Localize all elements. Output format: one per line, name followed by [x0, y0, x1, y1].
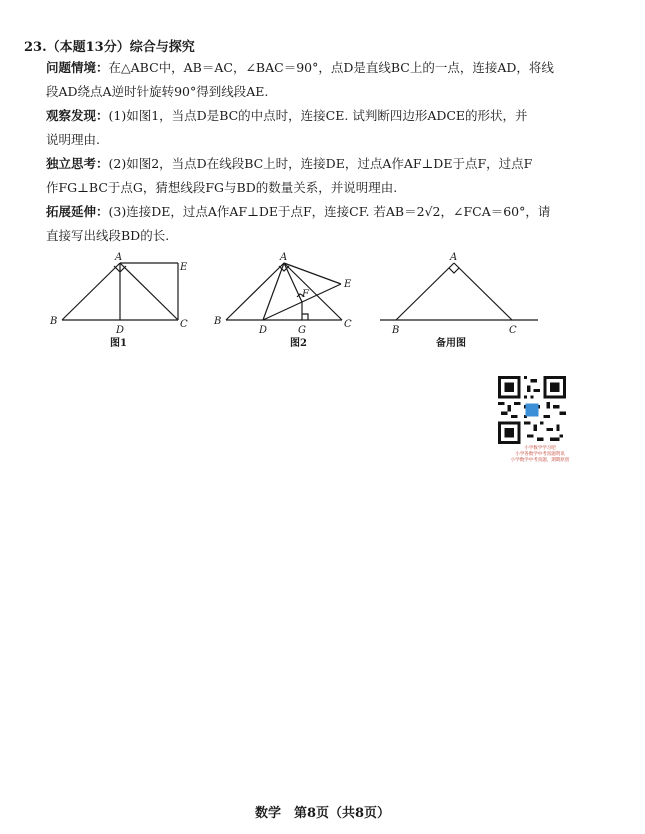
section-problem-context — [46, 56, 566, 104]
fig2-label-d: D — [259, 325, 268, 336]
fig2-label-g: G — [298, 325, 306, 336]
fig2-segment-ac — [284, 263, 342, 320]
section-line: (3)连接DE，过点A作AF⊥DE于点F，连接CF. 若AB＝2√2，∠FCA＝60°，请 — [108, 204, 551, 219]
section-heading: 独立思考： — [46, 156, 109, 171]
geometry-figures — [40, 250, 560, 350]
fig2-label-e: E — [344, 279, 352, 290]
fig1-label-c: C — [180, 319, 188, 330]
fig3-caption: 备用图 — [436, 338, 466, 349]
fig2-label-a: A — [280, 252, 288, 263]
fig3-label-b: B — [392, 325, 400, 336]
fig3-label-c: C — [509, 325, 517, 336]
fig1-label-a: A — [115, 252, 123, 263]
fig1-caption: 图1 — [110, 338, 127, 349]
fig2-label-c: C — [344, 319, 352, 330]
section-line: 作FG⊥BC于点G，猜想线段FG与BD的数量关系，并说明理由. — [46, 180, 398, 195]
section-line: 段AD绕点A逆时针旋转90°得到线段AE. — [46, 84, 269, 99]
section-observation — [46, 104, 566, 152]
section-heading: 拓展延伸： — [46, 204, 109, 219]
qr-caption-line: 小学各数学中考真题资讯 — [515, 452, 565, 457]
qr-caption — [500, 446, 580, 464]
fig1-label-d: D — [116, 325, 125, 336]
fig1-segment-ab — [62, 263, 120, 320]
fig1-segment-ac — [120, 263, 178, 320]
fig3-segment-ac — [454, 263, 512, 320]
figure-1 — [62, 263, 178, 320]
section-line: 在△ABC中，AB＝AC，∠BAC＝90°，点D是直线BC上的一点，连接AD，将线 — [108, 60, 554, 75]
section-line: 说明理由. — [46, 132, 100, 147]
question-title: 23.（本题13分）综合与探究 — [24, 40, 195, 55]
fig2-segment-ab — [226, 263, 284, 320]
qr-code[interactable] — [498, 376, 566, 444]
section-line: (1)如图1，当点D是BC的中点时，连接CE. 试判断四边形ADCE的形状，并 — [108, 108, 528, 123]
figure-2 — [226, 263, 342, 320]
page-footer: 数学 第8页（共8页） — [254, 806, 391, 821]
fig2-label-b: B — [214, 316, 222, 327]
fig3-label-a: A — [450, 252, 458, 263]
section-heading: 问题情境： — [46, 60, 109, 75]
fig2-right-angle-mark-g — [302, 314, 308, 320]
section-line: (2)如图2，当点D在线段BC上时，连接DE，过点A作AF⊥DE于点F，过点F — [108, 156, 533, 171]
qr-caption-line: 小学数学中考真题，期期原创 — [510, 458, 570, 463]
fig3-segment-ab — [396, 263, 454, 320]
fig3-right-angle-mark — [449, 268, 459, 273]
section-line: 直接写出线段BD的长. — [46, 228, 170, 243]
section-independent-thinking — [46, 152, 566, 200]
section-extension — [46, 200, 566, 248]
section-heading: 观察发现： — [46, 108, 109, 123]
fig1-label-b: B — [50, 316, 58, 327]
fig1-label-e: E — [180, 262, 188, 273]
fig2-label-f: F — [302, 289, 309, 300]
qr-caption-line: 小学数学学习吧 — [524, 446, 556, 451]
fig2-caption: 图2 — [290, 338, 307, 349]
figure-3 — [380, 263, 538, 320]
